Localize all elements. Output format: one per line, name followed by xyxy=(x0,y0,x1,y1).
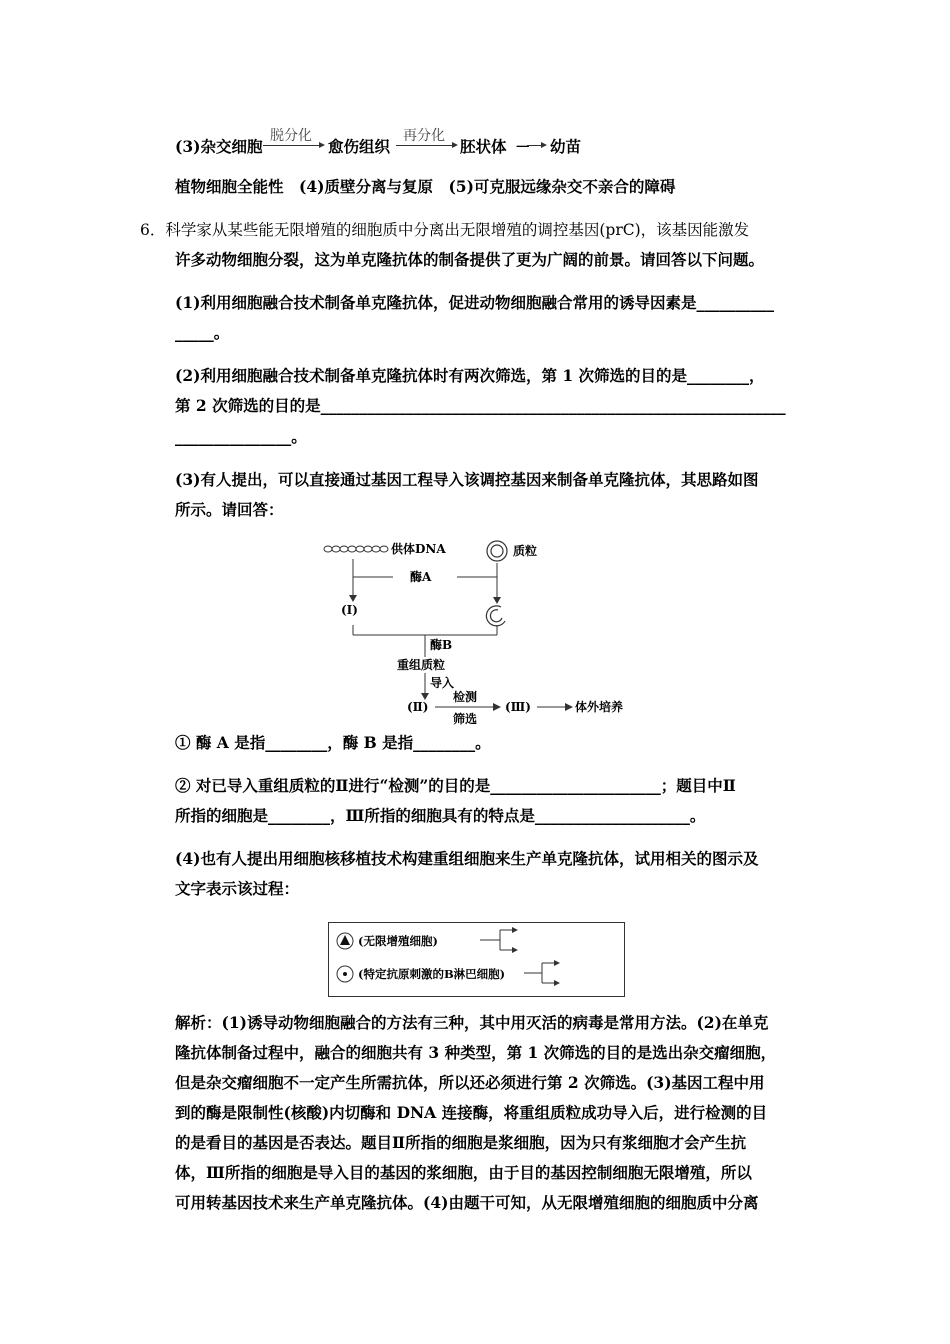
culture-label: 体外培养 xyxy=(575,700,624,714)
process-flow xyxy=(175,125,635,165)
flow-prefix: (3)杂交细胞 xyxy=(175,137,263,156)
sub-question-1: (1)利用细胞融合技术制备单克隆抗体，促进动物细胞融合常用的诱导因素是__________ xyxy=(175,293,774,312)
nuclear-transfer-diagram xyxy=(328,922,626,998)
sub-question-3: (3)有人提出，可以直接通过基因工程导入该调控基因来制备单克隆抗体，其思路如图 xyxy=(175,470,759,489)
sub-question-3-part-2: ② 对已导入重组质粒的Ⅱ进行“检测”的目的是______________________；题目中Ⅱ xyxy=(175,776,736,795)
flow-dash: － xyxy=(515,137,531,156)
detect-label: 检测 xyxy=(453,690,478,704)
donor-dna-label: 供体DNA xyxy=(391,542,446,556)
sub-question-2: (2)利用细胞融合技术制备单克隆抗体时有两次筛选，第 1 次筛选的目的是________， xyxy=(175,366,765,385)
analysis-line-7: 可用转基因技术来生产单克隆抗体。(4)由题干可知，从无限增殖细胞的细胞质中分离 xyxy=(175,1193,759,1212)
cut-plasmid-icon xyxy=(486,606,505,626)
node-3-label: (Ⅲ) xyxy=(505,700,531,714)
donor-dna-icon xyxy=(324,546,388,552)
analysis-line-4: 到的酶是限制性(核酸)内切酶和 DNA 连接酶，将重组质粒成功导入后，进行检测的目 xyxy=(175,1103,768,1122)
answer-line-2: 植物细胞全能性 (4)质壁分离与复原 (5)可克服远缘杂交不亲合的障碍 xyxy=(175,177,676,196)
sub-question-2-blank: _______________。 xyxy=(175,427,307,446)
flow-arrow-1 xyxy=(263,145,323,146)
recombinant-plasmid-label: 重组质粒 xyxy=(397,658,446,672)
sub-question-4: (4)也有人提出用细胞核移植技术构建重组细胞来生产单克隆抗体，试用相关的图示及 xyxy=(175,849,759,868)
plasmid-label: 质粒 xyxy=(513,544,538,558)
analysis-line-6: 体，Ⅲ所指的细胞是导入目的基因的浆细胞，由于目的基因控制细胞无限增殖，所以 xyxy=(175,1163,752,1182)
unlimited-cell-label: (无限增殖细胞) xyxy=(358,934,438,948)
screen-label: 筛选 xyxy=(453,712,478,726)
node-2-label: (Ⅱ) xyxy=(407,700,429,714)
sub-question-2-line-2: 第 2 次筛选的目的是____________________________________________________________ xyxy=(175,396,786,415)
analysis-line-2: 隆抗体制备过程中，融合的细胞共有 3 种类型，第 1 次筛选的目的是选出杂交瘤细胞， xyxy=(175,1043,777,1062)
flow-arrow-2 xyxy=(396,145,456,146)
flow-step1-result: 愈伤组织 xyxy=(328,137,391,156)
introduce-label: 导入 xyxy=(430,676,455,690)
b-lymphocyte-label: (特定抗原刺激的B淋巴细胞) xyxy=(358,967,506,981)
question-6-line-1: 6．科学家从某些能无限增殖的细胞质中分离出无限增殖的调控基因(prC)，该基因能激发 xyxy=(140,221,750,239)
node-1-label: (Ⅰ) xyxy=(341,603,358,617)
flow-step1-label: 脱分化 xyxy=(270,128,312,144)
gene-engineering-diagram xyxy=(315,535,645,730)
enzyme-b-label: 酶B xyxy=(430,638,453,652)
analysis-line-3: 但是杂交瘤细胞不一定产生所需抗体，所以还必须进行第 2 次筛选。(3)基因工程中用 xyxy=(175,1073,765,1092)
question-6-line-2: 许多动物细胞分裂，这为单克隆抗体的制备提供了更为广阔的前景。请回答以下问题。 xyxy=(175,250,765,269)
flow-step2-label: 再分化 xyxy=(403,128,445,144)
analysis-line-5: 的是看目的基因是否表达。题目Ⅱ所指的细胞是浆细胞，因为只有浆细胞才会产生抗 xyxy=(175,1133,747,1152)
flow-arrow-3 xyxy=(527,145,545,146)
analysis-line-1: 解析：(1)诱导动物细胞融合的方法有三种，其中用灭活的病毒是常用方法。(2)在单克 xyxy=(175,1013,769,1032)
sub-question-3-part-1: ① 酶 A 是指________，酶 B 是指________。 xyxy=(175,733,491,752)
sub-question-1-blank: _____。 xyxy=(175,323,230,342)
plasmid-icon xyxy=(487,541,507,561)
sub-question-4-line-2: 文字表示该过程： xyxy=(175,879,300,898)
sub-question-3-part-2-line-2: 所指的细胞是________，Ⅲ所指的细胞具有的特点是____________________。 xyxy=(175,806,706,825)
sub-question-3-line-2: 所示。请回答： xyxy=(175,500,284,519)
flow-step2-result: 胚状体 xyxy=(460,137,507,156)
flow-final: 幼苗 xyxy=(550,137,582,156)
enzyme-a-label: 酶A xyxy=(410,570,432,584)
